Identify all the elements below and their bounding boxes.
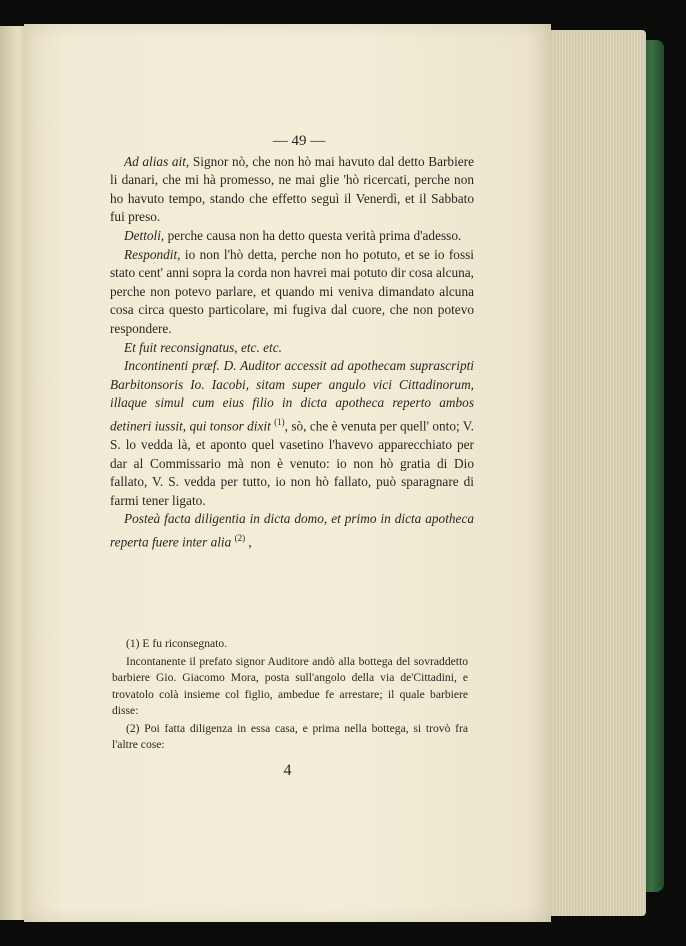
- signature-mark: 4: [283, 762, 292, 779]
- paragraph-lead: Dettoli,: [124, 227, 165, 243]
- paragraph-4: Et fuit reconsignatus, etc. etc.: [124, 339, 282, 355]
- paragraph-3: [110, 246, 474, 339]
- footnotes: [112, 636, 468, 755]
- paragraph-text: io non l'hò detta, perche non ho potuto, et se io fossi stato cent' anni sopra la corda non havrei mai potuto dir cosa alcuna, perche non potevo parlare, et quando mi veniva dimandato alcuna cosa circa questo particolare, mi fugiva dal cuore, che non potevo respondere.: [110, 246, 474, 336]
- paragraph-lead: Ad alias ait,: [124, 153, 190, 169]
- paragraph-text: , sò, che è venuta per quell' onto; V. S. lo vedda là, et aponto quel vasetino l'havevo apparecchiato per dar al Commissario mà non è venuto: io non hò gratia di Dio fallato, V. S. vedda per tutto, io non hò fallato, può sparagnare di farmi tener ligato.: [110, 418, 474, 508]
- footnote-1-continued: Incontanente il prefato signor Auditore andò alla bottega del sovraddetto barbiere Gio. Giacomo Mora, posta sull'angolo della via de'Cittadini, e trovatolo colà insieme col figlio, ambedue fe arrestare; il quale barbiere disse:: [112, 655, 468, 717]
- footnote-ref-1[interactable]: (1): [274, 416, 285, 427]
- paragraph-text: perche causa non ha detto questa verità prima d'adesso.: [164, 227, 462, 243]
- paragraph-text: Signor nò, che non hò mai havuto dal detto Barbiere li danari, che mi hà promesso, ne mai glie 'hò ricercati, perche non ho havuto tempo, stando che effetto seguì il Venerdì, et il Sabbato fui preso.: [110, 153, 474, 225]
- book-page: [24, 24, 551, 922]
- page-edges: [544, 30, 646, 916]
- paragraph-6: [110, 510, 474, 552]
- paragraph-latin: Posteà facta diligentia in dicta domo, et primo in dicta apotheca reperta fuere inter alia: [110, 511, 474, 550]
- footnote-2: (2) Poi fatta diligenza in essa casa, e prima nella bottega, si trovò fra l'altre cose:: [112, 722, 468, 752]
- paragraph-5: [110, 357, 474, 510]
- page-number: — 49 —: [272, 133, 326, 149]
- paragraph-lead: Respondit,: [124, 246, 181, 262]
- main-text: [110, 132, 474, 552]
- footnote-ref-2[interactable]: (2): [234, 532, 246, 543]
- footnote-1: (1) E fu riconsegnato.: [126, 637, 228, 650]
- facing-page-edge: [0, 26, 26, 920]
- paragraph-text: ,: [245, 534, 252, 550]
- paragraph-1: [110, 153, 474, 227]
- paragraph-latin: Incontinenti præf. D. Auditor accessit ad apothecam suprascripti Barbitonsoris Io. Iacobi, sitam super angulo vici Cittadinorum, illaque simul cum eius filio in dicta apotheca reperto ambos detineri iussit, qui tonsor dixit: [110, 358, 474, 434]
- paragraph-2: [110, 227, 474, 246]
